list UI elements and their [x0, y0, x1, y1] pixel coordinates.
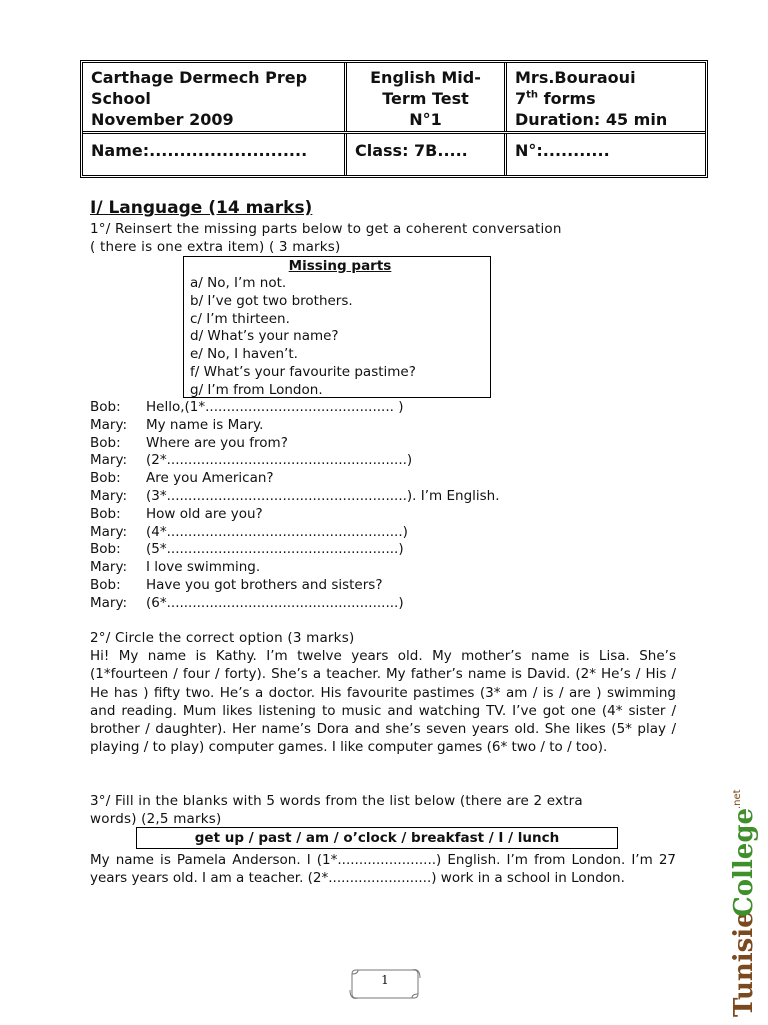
- missing-part-c: c/ I’m thirteen.: [190, 310, 290, 327]
- dialogue-line: [90, 577, 650, 595]
- speaker: Bob:: [90, 505, 121, 522]
- missing-parts-box: [183, 256, 491, 398]
- school-name-line-1: Carthage Dermech Prep: [91, 68, 308, 87]
- dialogue-text[interactable]: (5*......................................................): [146, 541, 404, 558]
- svg-text:.net: .net: [732, 789, 743, 809]
- ex1-instruction-line-2: ( there is one extra item) ( 3 marks): [90, 239, 341, 255]
- page-number: 1: [381, 973, 389, 987]
- header-row-2: [83, 134, 705, 176]
- dialogue-text: Where are you from?: [146, 434, 288, 451]
- header-table: [80, 60, 708, 178]
- teacher-cell: [507, 63, 705, 131]
- dialogue-line: [90, 559, 650, 577]
- dialogue-text[interactable]: (2*........................................................): [146, 452, 413, 469]
- speaker: Bob:: [90, 541, 121, 558]
- dialogue-line: [90, 506, 650, 524]
- svg-text:College: College: [729, 807, 759, 917]
- ex2-instruction: 2°/ Circle the correct option (3 marks): [90, 630, 355, 646]
- test-number: N°1: [409, 110, 442, 129]
- section-title-language: I/ Language (14 marks): [90, 198, 313, 218]
- speaker: Mary:: [90, 452, 128, 469]
- ex2-text[interactable]: Hi! My name is Kathy. I’m twelve years old. My mother’s name is Lisa. She’s (1*fourteen / four / forty). She’s a teacher. My father’s name is David. (2* He’s / His / He has ) fifty two. He’s a doctor. His favourite pastimes (3* am / is / are ) swimming and reading. Mum likes listening to music and watching TV. I’ve got one (4* sister / brother / daughter). Her name’s Dora and she’s seven years old. She likes (5* play / playing / to play) computer games. I like computer games (6* two / to / too).: [90, 648, 676, 756]
- test-title-line-2: Term Test: [382, 89, 469, 108]
- page-number-scroll: [348, 964, 422, 1002]
- test-duration: Duration: 45 min: [515, 110, 668, 129]
- number-field[interactable]: N°:...........: [515, 141, 610, 160]
- dialogue-text[interactable]: (3*........................................................). I’m English.: [146, 487, 500, 504]
- svg-text:Tunisie: Tunisie: [729, 911, 759, 1017]
- speaker: Mary:: [90, 594, 128, 611]
- dialogue-text[interactable]: (6*......................................................): [146, 594, 404, 611]
- dialogue-text: Are you American?: [146, 470, 274, 487]
- dialogue-line: [90, 541, 650, 559]
- dialogue-text: My name is Mary.: [146, 416, 264, 433]
- speaker: Bob:: [90, 434, 121, 451]
- dialogue-line: [90, 452, 650, 470]
- name-field[interactable]: Name:..........................: [83, 134, 347, 176]
- speaker: Mary:: [90, 559, 128, 576]
- missing-part-g: g/ I’m from London.: [190, 381, 323, 398]
- school-name-line-2: School: [91, 89, 151, 108]
- conversation: [90, 399, 650, 613]
- dialogue-text[interactable]: Hello,(1*............................................ ): [146, 399, 404, 415]
- dialogue-text: Have you got brothers and sisters?: [146, 576, 383, 593]
- dialogue-line: [90, 435, 650, 453]
- teacher-name: Mrs.Bouraoui: [515, 68, 636, 87]
- test-date: November 2009: [91, 110, 234, 129]
- speaker: Mary:: [90, 523, 128, 540]
- ex3-instruction-line-2: words) (2,5 marks): [90, 811, 222, 827]
- missing-part-d: d/ What’s your name?: [190, 328, 339, 345]
- speaker: Mary:: [90, 416, 128, 433]
- dialogue-text: I love swimming.: [146, 559, 261, 576]
- test-title-line-1: English Mid-: [370, 68, 481, 87]
- speaker: Bob:: [90, 576, 121, 593]
- missing-parts-title: Missing parts: [288, 258, 392, 274]
- dialogue-line: [90, 488, 650, 506]
- dialogue-line: [90, 417, 650, 435]
- missing-part-f: f/ What’s your favourite pastime?: [190, 363, 416, 380]
- speaker: Bob:: [90, 470, 121, 487]
- dialogue-line: [90, 595, 650, 613]
- missing-part-b: b/ I’ve got two brothers.: [190, 292, 353, 309]
- header-row-1: [83, 63, 705, 134]
- forms-level: 7th forms: [515, 89, 596, 108]
- dialogue-line: [90, 524, 650, 542]
- tunisiecollege-watermark-logo: [718, 785, 764, 1021]
- test-title-cell: [347, 63, 507, 131]
- speaker: Mary:: [90, 487, 128, 504]
- ex1-instruction-line-1: 1°/ Reinsert the missing parts below to get a coherent conversation: [90, 221, 562, 237]
- dialogue-line: [90, 399, 650, 417]
- class-field[interactable]: Class: 7B.....: [347, 134, 507, 176]
- dialogue-text[interactable]: (4*.......................................................): [146, 523, 408, 540]
- missing-part-a: a/ No, I’m not.: [190, 275, 287, 291]
- dialogue-line: [90, 470, 650, 488]
- ex3-instruction-line-1: 3°/ Fill in the blanks with 5 words from the list below (there are 2 extra: [90, 793, 583, 809]
- word-list-box: get up / past / am / o’clock / breakfast / I / lunch: [136, 827, 618, 849]
- school-cell: [83, 63, 347, 131]
- dialogue-text: How old are you?: [146, 505, 263, 522]
- ex3-text[interactable]: My name is Pamela Anderson. I (1*.......................) English. I’m from London. I’m 27 years years old. I am a teacher. (2*........................) work in a school in London.: [90, 852, 676, 887]
- speaker: Bob:: [90, 399, 121, 415]
- missing-part-e: e/ No, I haven’t.: [190, 346, 298, 363]
